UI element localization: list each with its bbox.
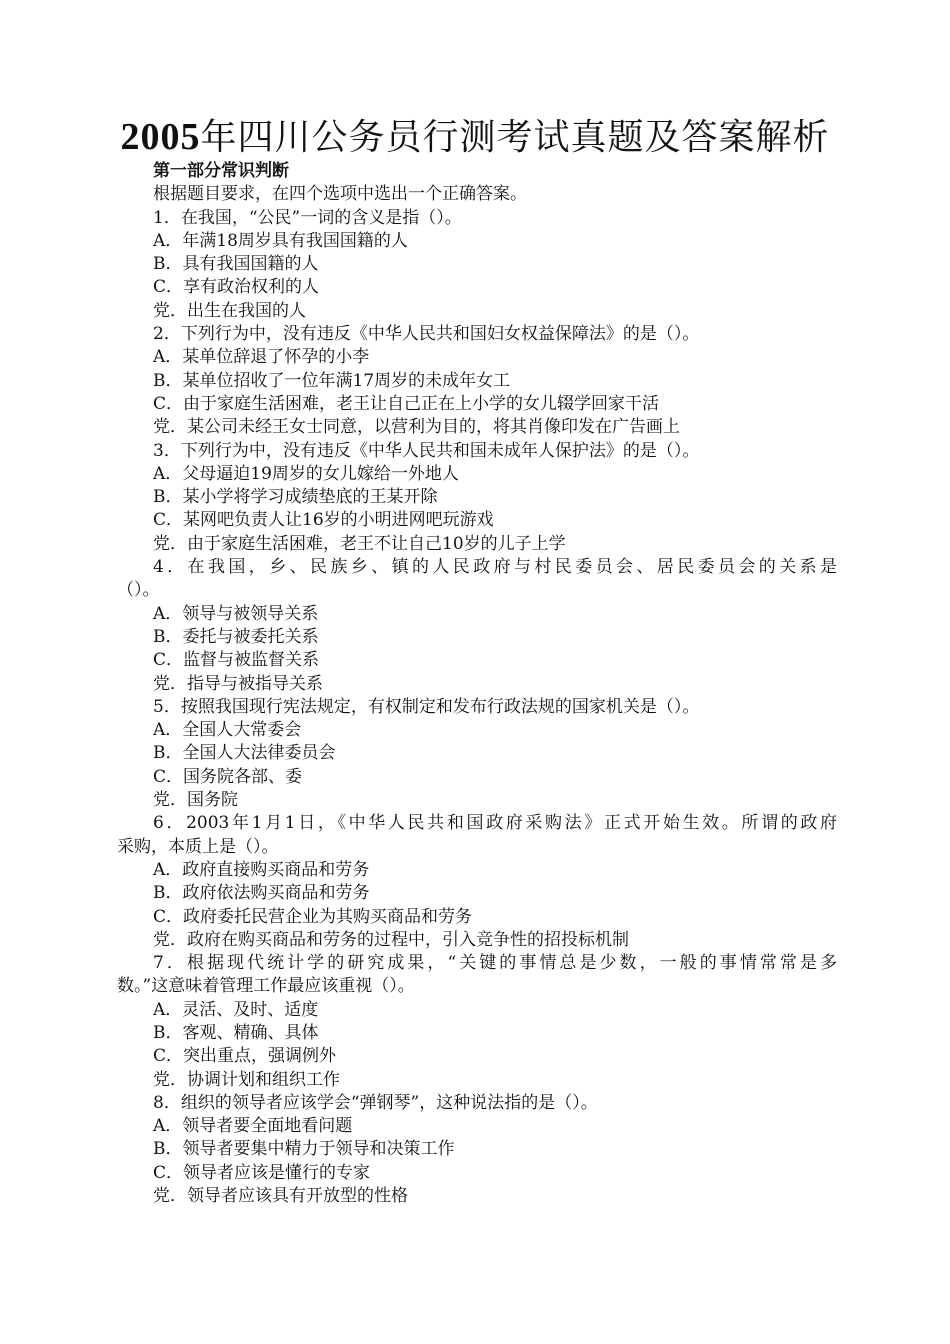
title-year: 2005 (120, 116, 201, 158)
option-c: C．享有政治权利的人 (153, 277, 320, 298)
question-stem: 3．下列行为中，没有违反《中华人民共和国未成年人保护法》的是（）。 (153, 440, 700, 461)
question-stem: 8．组织的领导者应该学会“弹钢琴”，这种说法指的是（）。 (153, 1092, 598, 1113)
option-a: A．灵活、及时、适度 (153, 999, 319, 1020)
option-c: C．监督与被监督关系 (153, 650, 320, 671)
question-stem: 4．在我国，乡、民族乡、镇的人民政府与村民委员会、居民委员会的关系是 (153, 557, 837, 578)
option-a: A．政府直接购买商品和劳务 (153, 859, 370, 880)
option-c: C．政府委托民营企业为其购买商品和劳务 (153, 906, 473, 927)
option-b: B．具有我国国籍的人 (153, 254, 319, 275)
option-b: B．客观、精确、具体 (153, 1022, 319, 1043)
option-d: 党．由于家庭生活困难，老王不让自己10岁的儿子上学 (153, 533, 566, 554)
option-a: A．领导与被领导关系 (153, 603, 319, 624)
question-stem-continuation: （）。 (117, 580, 160, 601)
option-b: B．某单位招收了一位年满17周岁的未成年女工 (153, 370, 511, 391)
instruction-text: 根据题目要求，在四个选项中选出一个正确答案。 (153, 184, 527, 205)
title-text: 年四川公务员行测考试真题及答案解析 (200, 117, 830, 158)
question-stem: 5．按照我国现行宪法规定，有权制定和发布行政法规的国家机关是（）。 (153, 696, 700, 717)
option-c: C．突出重点，强调例外 (153, 1046, 337, 1067)
option-b: B．某小学将学习成绩垫底的王某开除 (153, 487, 438, 508)
document-title (0, 112, 950, 163)
option-d: 党．指导与被指导关系 (153, 673, 323, 694)
question-stem-continuation: 采购，本质上是（）。 (117, 836, 279, 857)
document-body (117, 160, 837, 1208)
option-d: 党．出生在我国的人 (153, 300, 306, 321)
option-c: C．国务院各部、委 (153, 766, 303, 787)
option-a: A．年满18周岁具有我国国籍的人 (153, 230, 408, 251)
option-b: B．全国人大法律委员会 (153, 743, 336, 764)
question-stem: 2．下列行为中，没有违反《中华人民共和国妇女权益保障法》的是（）。 (153, 324, 700, 345)
option-a: A．父母逼迫19周岁的女儿嫁给一外地人 (153, 463, 459, 484)
option-d: 党．协调计划和组织工作 (153, 1069, 340, 1090)
option-b: B．领导者要集中精力于领导和决策工作 (153, 1139, 455, 1160)
question-stem: 6．2003年1月1日，《中华人民共和国政府采购法》正式开始生效。所谓的政府 (153, 813, 837, 834)
question-stem: 7．根据现代统计学的研究成果，“关键的事情总是少数，一般的事情常常是多 (153, 953, 837, 974)
option-a: A．领导者要全面地看问题 (153, 1116, 353, 1137)
section-heading: 第一部分常识判断 (153, 161, 289, 181)
question-stem-continuation: 数。”这意味着管理工作最应该重视（）。 (117, 976, 415, 997)
option-c: C．领导者应该是懂行的专家 (153, 1162, 371, 1183)
option-c: C．由于家庭生活困难，老王让自己正在上小学的女儿辍学回家干活 (153, 393, 660, 414)
option-b: B．政府依法购买商品和劳务 (153, 883, 370, 904)
option-c: C．某网吧负责人让16岁的小明进网吧玩游戏 (153, 510, 494, 531)
question-stem: 1．在我国，“公民”一词的含义是指（）。 (153, 207, 462, 228)
option-d: 党．领导者应该具有开放型的性格 (153, 1186, 408, 1207)
option-b: B．委托与被委托关系 (153, 626, 319, 647)
option-a: A．某单位辞退了怀孕的小李 (153, 347, 370, 368)
option-d: 党．国务院 (153, 790, 238, 811)
option-a: A．全国人大常委会 (153, 720, 302, 741)
option-d: 党．某公司未经王女士同意，以营利为目的，将其肖像印发在广告画上 (153, 417, 680, 438)
option-d: 党．政府在购买商品和劳务的过程中，引入竞争性的招投标机制 (153, 929, 629, 950)
